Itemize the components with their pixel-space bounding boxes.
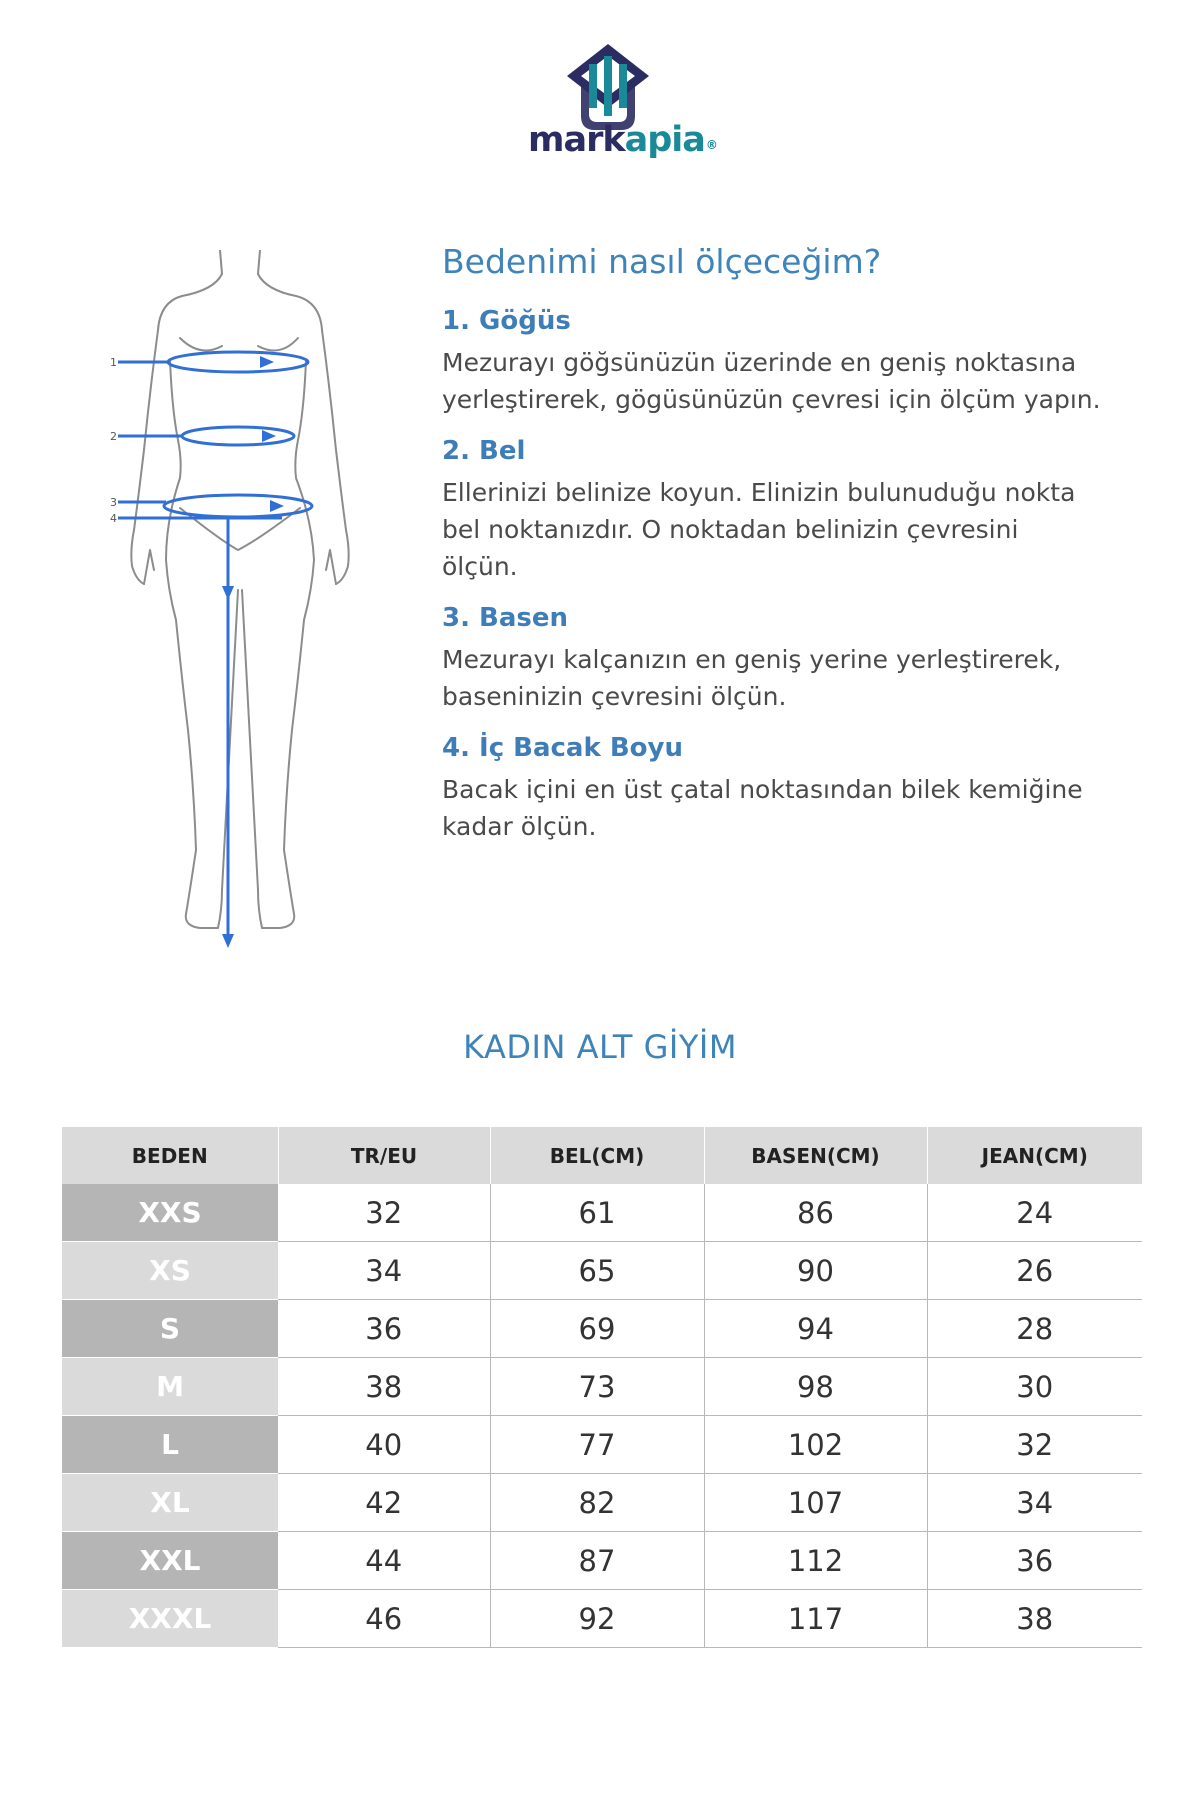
size-cell: XS: [62, 1242, 278, 1300]
brand-wordmark: markapia®: [528, 120, 717, 160]
marker-4-label: 4: [110, 512, 117, 525]
header-size: BEDEN: [62, 1127, 278, 1184]
table-cell: 34: [927, 1474, 1142, 1532]
table-cell: 36: [278, 1300, 490, 1358]
table-row: [62, 1590, 1142, 1648]
header-waist: BEL(CM): [490, 1127, 704, 1184]
table-cell: 38: [927, 1590, 1142, 1648]
size-cell: XXS: [62, 1184, 278, 1242]
table-cell: 73: [490, 1358, 704, 1416]
table-cell: 69: [490, 1300, 704, 1358]
table-cell: 92: [490, 1590, 704, 1648]
guide-item-chest: [442, 304, 1162, 418]
size-table: [62, 1127, 1142, 1648]
table-cell: 77: [490, 1416, 704, 1474]
guide-heading: 3. Basen: [442, 603, 569, 633]
size-cell: XXL: [62, 1532, 278, 1590]
table-cell: 36: [927, 1532, 1142, 1590]
table-row: [62, 1184, 1142, 1242]
table-cell: 82: [490, 1474, 704, 1532]
table-cell: 98: [704, 1358, 927, 1416]
table-cell: 32: [278, 1184, 490, 1242]
marker-1-label: 1: [110, 356, 117, 369]
guide-item-inseam: [442, 731, 1162, 845]
size-cell: L: [62, 1416, 278, 1474]
guide-item-hip: [442, 601, 1162, 715]
marker-2-label: 2: [110, 430, 117, 443]
marker-3-label: 3: [110, 496, 117, 509]
table-cell: 26: [927, 1242, 1142, 1300]
guide-text: Ellerinizi belinize koyun. Elinizin bulunuduğu nokta bel noktanızdır. O noktadan belinizin çevresini ölçün.: [442, 478, 1076, 581]
guide-text: Bacak içini en üst çatal noktasından bilek kemiğine kadar ölçün.: [442, 775, 1083, 841]
guide-text: Mezurayı kalçanızın en geniş yerine yerleştirerek, baseninizin çevresini ölçün.: [442, 645, 1062, 711]
table-row: [62, 1532, 1142, 1590]
measurement-guide: [442, 240, 1162, 861]
size-table-title: KADIN ALT GİYİM: [463, 1028, 737, 1066]
table-cell: 42: [278, 1474, 490, 1532]
guide-text: Mezurayı göğsünüzün üzerinde en geniş noktasına yerleştirerek, gögüsünüzün çevresi için ölçüm yapın.: [442, 348, 1101, 414]
table-cell: 24: [927, 1184, 1142, 1242]
table-cell: 40: [278, 1416, 490, 1474]
table-cell: 107: [704, 1474, 927, 1532]
guide-heading: 2. Bel: [442, 436, 526, 466]
table-row: [62, 1358, 1142, 1416]
table-cell: 34: [278, 1242, 490, 1300]
table-cell: 86: [704, 1184, 927, 1242]
guide-heading: 1. Göğüs: [442, 306, 571, 336]
table-cell: 87: [490, 1532, 704, 1590]
guide-heading: 4. İç Bacak Boyu: [442, 733, 683, 763]
header-jean: JEAN(CM): [927, 1127, 1142, 1184]
size-cell: S: [62, 1300, 278, 1358]
table-cell: 61: [490, 1184, 704, 1242]
table-cell: 90: [704, 1242, 927, 1300]
table-cell: 46: [278, 1590, 490, 1648]
table-row: [62, 1416, 1142, 1474]
body-measurement-figure: [110, 250, 370, 955]
table-cell: 112: [704, 1532, 927, 1590]
table-cell: 32: [927, 1416, 1142, 1474]
table-cell: 94: [704, 1300, 927, 1358]
guide-title: Bedenimi nasıl ölçeceğim?: [442, 242, 882, 281]
table-header-row: [62, 1127, 1142, 1184]
size-cell: M: [62, 1358, 278, 1416]
size-cell: XXXL: [62, 1590, 278, 1648]
table-cell: 44: [278, 1532, 490, 1590]
brand-logo-mark-icon: [563, 42, 653, 130]
table-cell: 28: [927, 1300, 1142, 1358]
table-cell: 102: [704, 1416, 927, 1474]
table-row: [62, 1242, 1142, 1300]
size-cell: XL: [62, 1474, 278, 1532]
table-cell: 38: [278, 1358, 490, 1416]
header-tr-eu: TR/EU: [278, 1127, 490, 1184]
table-row: [62, 1474, 1142, 1532]
table-row: [62, 1300, 1142, 1358]
header-hip: BASEN(CM): [704, 1127, 927, 1184]
table-cell: 30: [927, 1358, 1142, 1416]
table-cell: 65: [490, 1242, 704, 1300]
guide-item-waist: [442, 434, 1162, 585]
table-cell: 117: [704, 1590, 927, 1648]
brand-logo: [520, 42, 720, 162]
